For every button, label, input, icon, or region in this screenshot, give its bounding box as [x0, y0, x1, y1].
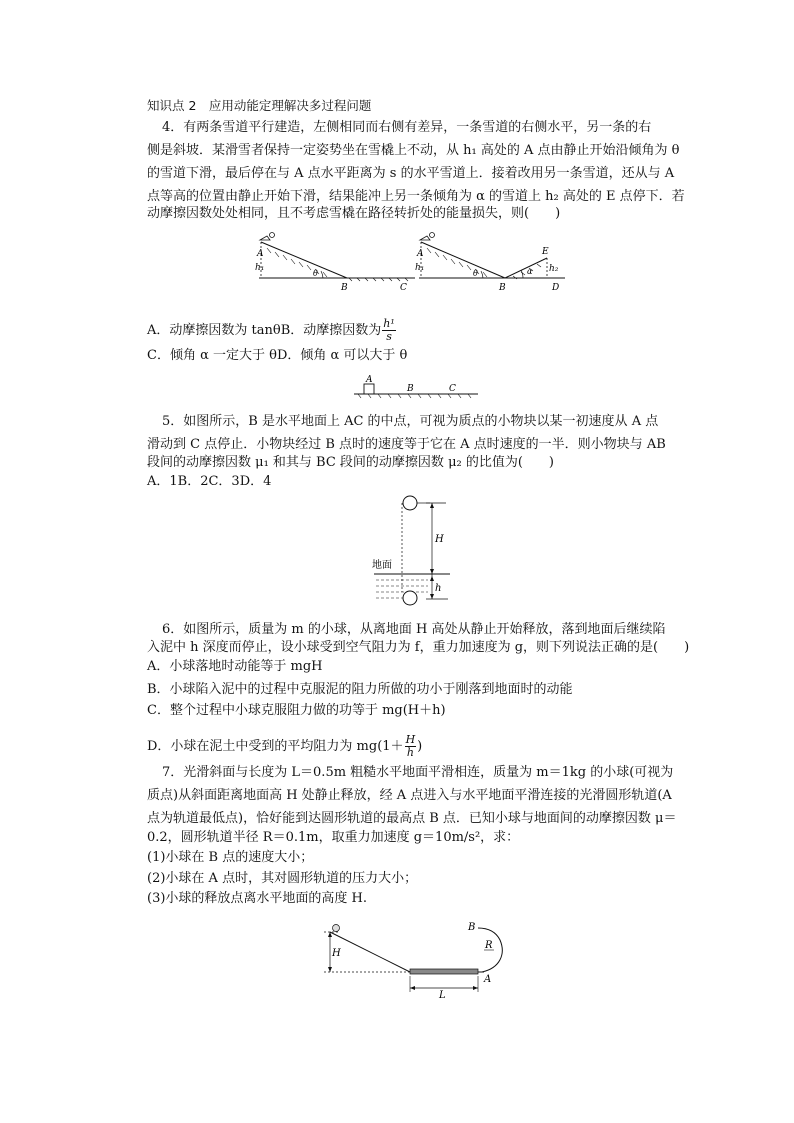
q5-line-2: 滑动到 C 点停止．小物块经过 B 点时的速度等于它在 A 点时速度的一半．则小物块与 AB: [147, 437, 666, 452]
q7-fig-label-l: L: [439, 990, 446, 1001]
q4-fig1-label-b: B: [341, 283, 348, 293]
q4-option-b-numerator: h¹: [383, 317, 395, 330]
q7-line-4: 0.2，圆形轨道半径 R＝0.1m，取重力加速度 g＝10m/s²，求：: [147, 830, 520, 845]
q6-option-d-numerator: H: [405, 733, 416, 746]
q4-fig2-label-alpha: α: [527, 267, 533, 276]
q7-fig-label-b: B: [468, 922, 476, 933]
q4-options-row-2: [147, 348, 407, 364]
q4-line-5: 动摩擦因数处处相同，且不考虑雪橇在路径转折处的能量损失，则( ): [147, 206, 561, 221]
q4-fig2-label-h1: h₁: [415, 263, 425, 273]
q6-option-d-denominator: h: [406, 746, 414, 759]
q4-line-4: 点等高的位置由静止开始下滑，结果能冲上另一条倾角为 α 的雪道上 h₂ 高处的 E 点停下．若: [147, 189, 685, 204]
q5-fig-label-b: B: [407, 384, 414, 394]
q6-option-d-fraction: [405, 734, 417, 759]
q7-line-1: 7．光滑斜面与长度为 L＝0.5m 粗糙水平地面平滑相连，质量为 m＝1kg 的小球(可视为: [162, 765, 674, 780]
q4-fig2-label-a: A: [417, 249, 424, 259]
q6-option-d-prefix: D．小球在泥土中受到的平均阻力为 mg(1＋: [147, 739, 404, 754]
q6-line-1: 6．如图所示，质量为 m 的小球，从离地面 H 高处从静止开始释放，落到地面后继续陷: [162, 622, 666, 637]
q5-line-3: 段间的动摩擦因数 μ₁ 和其与 BC 段间的动摩擦因数 μ₂ 的比值为( ): [147, 455, 554, 470]
q6-option-a: A．小球落地时动能等于 mgH: [147, 659, 323, 674]
q4-fig2-label-theta: θ: [473, 269, 478, 278]
section-title: 知识点 2 应用动能定理解决多过程问题: [147, 98, 372, 113]
q4-option-d: D．倾角 α 可以大于 θ: [276, 348, 408, 363]
q4-option-b-denominator: s: [386, 330, 392, 343]
q4-options-row-1: [147, 318, 397, 343]
q6-fig-label-ground: 地面: [372, 560, 392, 571]
q7-line-3: 点为轨道最低点)，恰好能到达圆形轨道的最高点 B 点．已知小球与地面间的动摩擦因数 μ＝: [147, 811, 677, 826]
q4-fig2-label-e: E: [542, 247, 549, 257]
q7-line-2: 质点)从斜面距离地面高 H 处静止释放，经 A 点进入与水平地面平滑连接的光滑圆形轨道(A: [147, 788, 672, 803]
q4-option-a: A．动摩擦因数为 tanθ: [147, 323, 281, 338]
q7-fig-label-a: A: [484, 974, 492, 985]
q6-fig-label-h-lower: h: [435, 583, 442, 594]
q5-fig-label-c: C: [449, 384, 456, 394]
q7-sub-1: (1)小球在 B 点的速度大小；: [147, 850, 314, 865]
q4-fig1-label-h1: h₁: [255, 263, 265, 273]
q7-figure: [318, 920, 518, 1000]
q7-fig-label-r: R: [485, 940, 493, 951]
q4-fig2-label-b: B: [499, 283, 506, 293]
q4-option-c: C．倾角 α 一定大于 θ: [147, 348, 277, 363]
q7-sub-3: (3)小球的释放点离水平地面的高度 H.: [147, 891, 368, 906]
q4-fig2-label-h2: h₂: [549, 264, 559, 274]
q4-figure-right: [415, 230, 565, 293]
q7-fig-label-h: H: [332, 948, 341, 959]
q4-line-2: 侧是斜坡．某滑雪者保持一定姿势坐在雪橇上不动，从 h₁ 高处的 A 点由静止开始沿倾角为 θ: [147, 143, 680, 158]
q7-sub-2: (2)小球在 A 点时，其对圆形轨道的压力大小；: [147, 871, 418, 886]
q5-fig-label-a: A: [366, 375, 373, 385]
q4-fig1-label-a: A: [257, 249, 264, 259]
q6-option-c: C．整个过程中小球克服阻力做的功等于 mg(H＋h): [147, 703, 446, 718]
q6-fig-label-h-upper: H: [435, 534, 444, 545]
q6-figure: [368, 492, 458, 607]
q5-options: A．1B．2C．3D．4: [147, 474, 272, 489]
q4-figure-left: [255, 230, 415, 293]
q5-line-1: 5．如图所示，B 是水平地面上 AC 的中点，可视为质点的小物块以某一初速度从 A 点: [162, 414, 659, 429]
q4-line-3: 的雪道下滑，最后停在与 A 点水平距离为 s 的水平雪道上．接着改用另一条雪道，还从与 A: [147, 166, 675, 181]
q4-fig1-label-theta: θ: [313, 269, 318, 278]
q4-fig2-label-d: D: [552, 283, 560, 293]
q6-option-d-suffix: ): [417, 739, 423, 754]
q4-fig1-label-c: C: [400, 283, 407, 293]
q5-figure: [350, 372, 480, 402]
q4-option-b: B．动摩擦因数为: [280, 323, 382, 338]
q6-line-2: 入泥中 h 深度而停止，设小球受到空气阻力为 f，重力加速度为 g，则下列说法正确的是( ): [147, 640, 690, 655]
q6-option-d: [147, 734, 422, 759]
q4-line-1: 4．有两条雪道平行建造，左侧相同而右侧有差异，一条雪道的右侧水平，另一条的右: [162, 120, 652, 135]
q6-option-b: B．小球陷入泥中的过程中克服泥的阻力所做的功小于刚落到地面时的动能: [147, 682, 573, 697]
q4-option-b-fraction: [382, 318, 396, 343]
